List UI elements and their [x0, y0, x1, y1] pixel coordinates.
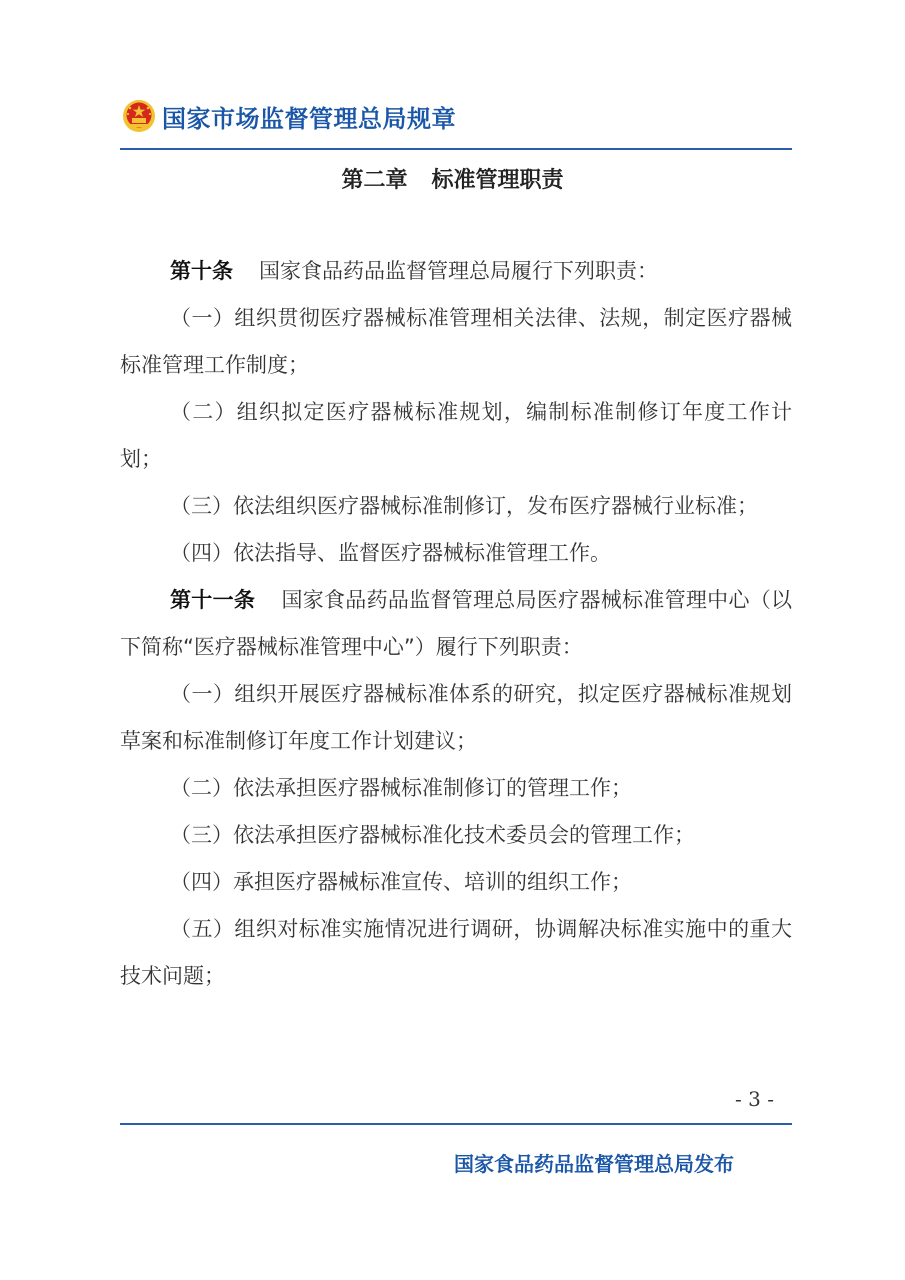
clause-paragraph — [120, 483, 792, 530]
document-header — [122, 96, 456, 136]
article-label: 第十条 — [170, 259, 233, 283]
document-body — [120, 248, 792, 1000]
paragraph-text: （二）依法承担医疗器械标准制修订的管理工作； — [170, 776, 632, 800]
paragraph-text: （三）依法承担医疗器械标准化技术委员会的管理工作； — [170, 823, 695, 847]
paragraph-text: （三）依法组织医疗器械标准制修订，发布医疗器械行业标准； — [170, 494, 758, 518]
header-divider — [120, 148, 792, 150]
clause-paragraph — [120, 389, 792, 483]
clause-paragraph — [120, 859, 792, 906]
paragraph-text: 国家食品药品监督管理总局医疗器械标准管理中心（以下简称“医疗器械标准管理中心”）履行下列职责： — [120, 588, 793, 659]
footer-publisher: 国家食品药品监督管理总局发布 — [454, 1152, 734, 1176]
header-title: 国家市场监督管理总局规章 — [162, 104, 456, 133]
clause-paragraph — [120, 812, 792, 859]
article-paragraph — [120, 577, 792, 671]
chapter-number: 第二章 — [341, 168, 408, 193]
clause-paragraph — [120, 906, 792, 1000]
paragraph-text: （一）组织贯彻医疗器械标准管理相关法律、法规，制定医疗器械标准管理工作制度； — [120, 306, 792, 377]
article-paragraph — [120, 248, 792, 295]
clause-paragraph — [120, 295, 792, 389]
clause-paragraph — [120, 530, 792, 577]
chapter-title: 标准管理职责 — [431, 168, 564, 193]
article-label: 第十一条 — [170, 588, 256, 612]
clause-paragraph — [120, 671, 792, 765]
national-emblem-icon — [122, 99, 156, 133]
paragraph-text: （二）组织拟定医疗器械标准规划，编制标准制修订年度工作计划； — [120, 400, 792, 471]
footer-divider — [120, 1123, 792, 1125]
paragraph-text: （四）承担医疗器械标准宣传、培训的组织工作； — [170, 870, 632, 894]
clause-paragraph — [120, 765, 792, 812]
page-number: - 3 - — [735, 1087, 774, 1111]
paragraph-text: （一）组织开展医疗器械标准体系的研究，拟定医疗器械标准规划草案和标准制修订年度工作计划建议； — [120, 682, 792, 753]
chapter-heading — [0, 163, 905, 194]
paragraph-text: （五）组织对标准实施情况进行调研，协调解决标准实施中的重大技术问题； — [120, 917, 792, 988]
paragraph-text: （四）依法指导、监督医疗器械标准管理工作。 — [170, 541, 611, 565]
paragraph-text: 国家食品药品监督管理总局履行下列职责： — [259, 259, 658, 283]
